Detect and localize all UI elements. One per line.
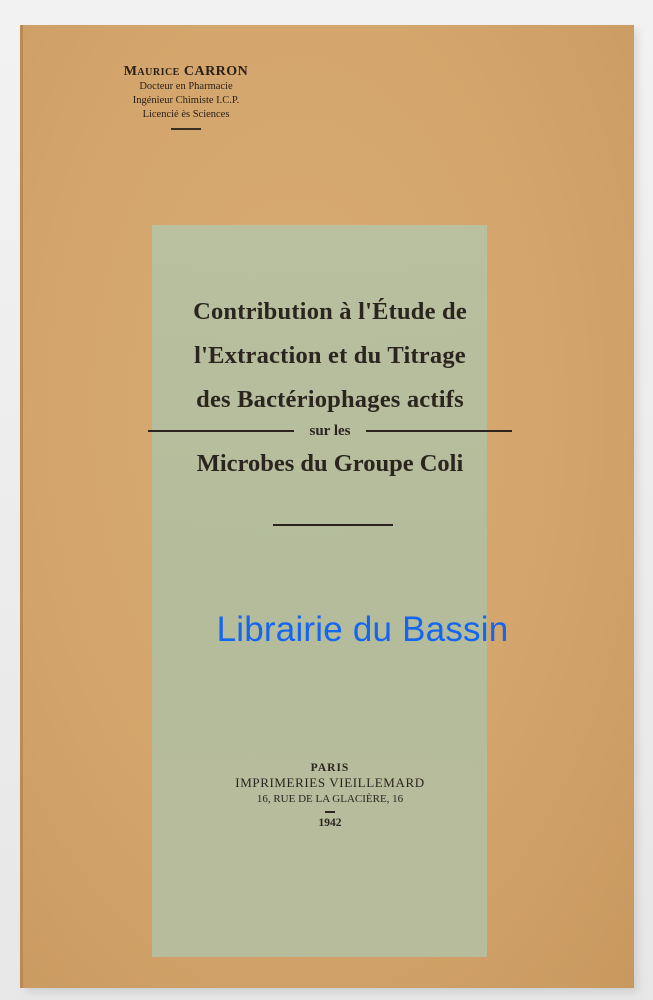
connector-rule-right: [366, 430, 512, 432]
title-connector-row: [115, 418, 545, 444]
watermark-text: Librairie du Bassin: [216, 610, 509, 649]
publisher-city: PARIS: [310, 762, 350, 774]
publication-year: 1942: [318, 816, 342, 829]
author-credential: Licencié ès Sciences: [142, 109, 230, 120]
author-credential: Ingénieur Chimiste I.C.P.: [132, 95, 240, 106]
title-line: des Bactériophages actifs: [196, 386, 464, 413]
book-title: [115, 290, 545, 484]
title-line: Contribution à l'Étude de: [193, 298, 467, 325]
publisher-name: IMPRIMERIES VIEILLEMARD: [235, 775, 425, 790]
publisher-divider: [325, 811, 335, 813]
title-divider: [273, 524, 393, 526]
author-credential: Docteur en Pharmacie: [139, 81, 233, 92]
publisher-block: [210, 762, 450, 829]
title-connector: sur les: [309, 422, 351, 439]
connector-rule-left: [148, 430, 294, 432]
author-block: [66, 64, 306, 130]
title-line: l'Extraction et du Titrage: [194, 342, 466, 369]
title-last-line: Microbes du Groupe Coli: [196, 450, 464, 477]
author-name: Maurice CARRON: [123, 64, 249, 79]
publisher-address: 16, RUE DE LA GLACIÈRE, 16: [256, 793, 404, 805]
author-divider: [171, 128, 201, 130]
